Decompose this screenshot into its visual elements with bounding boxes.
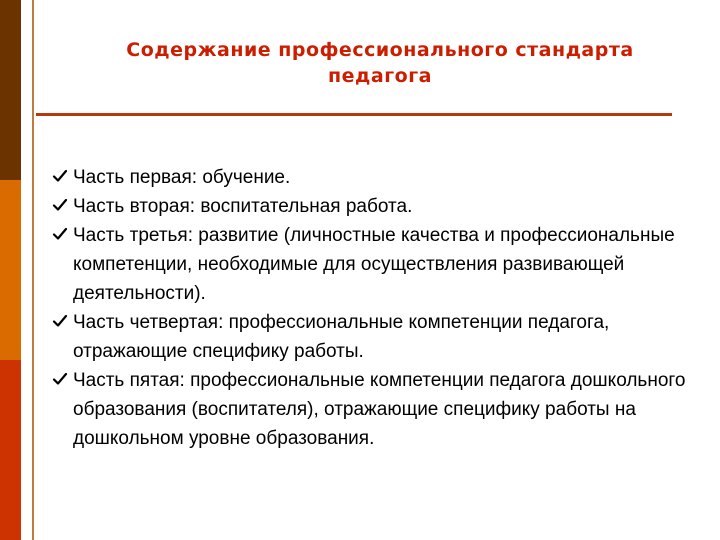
list-item <box>50 308 710 366</box>
check-icon <box>52 226 68 242</box>
check-icon <box>52 168 68 184</box>
slide-title-line-2: педагога <box>328 64 432 87</box>
list-item <box>50 192 710 221</box>
list-item-text: Часть пятая: профессиональные компетенции педагога дошкольного образования (воспитателя), отражающие специфику работы на дошкольном уровне образования. <box>73 370 686 449</box>
side-bar-middle <box>0 180 21 360</box>
title-underline <box>36 113 672 116</box>
slide-title-line-1: Содержание профессионального стандарта <box>126 39 634 61</box>
list-item <box>50 366 710 453</box>
check-icon <box>52 197 68 213</box>
side-divider-line <box>32 0 34 540</box>
list-item <box>50 221 710 308</box>
content-list <box>50 163 710 453</box>
list-item <box>50 163 710 192</box>
list-item-text: Часть первая: обучение. <box>73 167 291 188</box>
list-item-text: Часть вторая: воспитательная работа. <box>73 196 413 217</box>
check-icon <box>52 371 68 387</box>
list-item-text: Часть третья: развитие (личностные качества и профессиональные компетенции, необходимые для осуществления развивающей деятельности). <box>73 225 675 304</box>
check-icon <box>52 313 68 329</box>
list-item-text: Часть четвертая: профессиональные компетенции педагога, отражающие специфику работы. <box>73 312 610 362</box>
slide-title <box>40 38 720 89</box>
side-bar-bottom <box>0 360 21 540</box>
side-bar-top <box>0 0 21 180</box>
